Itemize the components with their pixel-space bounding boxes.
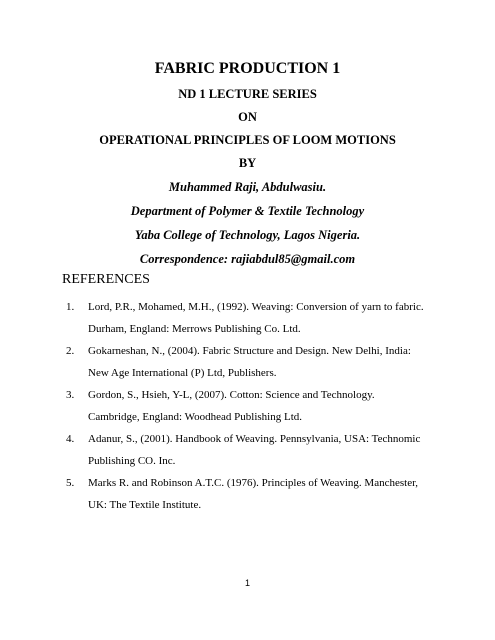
reference-item: [66, 296, 466, 340]
reference-line: Cambridge, England: Woodhead Publishing Ltd.: [88, 411, 303, 423]
reference-line: Publishing CO. Inc.: [88, 455, 176, 467]
reference-number: 5.: [66, 477, 75, 489]
reference-line: Marks R. and Robinson A.T.C. (1976). Principles of Weaving. Manchester,: [88, 477, 419, 489]
author-name: Muhammed Raji, Abdulwasiu.: [168, 180, 327, 194]
reference-number: 2.: [66, 345, 75, 357]
on-label: ON: [238, 110, 257, 124]
reference-item: [66, 472, 466, 516]
reference-number: 4.: [66, 433, 75, 445]
references-heading: REFERENCES: [62, 272, 150, 287]
reference-number: 3.: [66, 389, 75, 401]
lecture-series-label: ND 1 LECTURE SERIES: [178, 87, 317, 101]
correspondence-email: Correspondence: rajiabdul85@gmail.com: [139, 252, 356, 266]
document-title: FABRIC PRODUCTION 1: [154, 60, 341, 77]
reference-line: UK: The Textile Institute.: [88, 499, 202, 511]
reference-line: New Age International (P) Ltd, Publishers.: [88, 367, 277, 379]
references-list: [66, 296, 466, 516]
reference-item: [66, 340, 466, 384]
reference-line: Gokarneshan, N., (2004). Fabric Structure and Design. New Delhi, India:: [88, 345, 411, 357]
by-label: BY: [238, 156, 257, 170]
topic-title: OPERATIONAL PRINCIPLES OF LOOM MOTIONS: [99, 133, 396, 147]
college-name: Yaba College of Technology, Lagos Nigeria.: [134, 228, 361, 242]
reference-line: Lord, P.R., Mohamed, M.H., (1992). Weaving: Conversion of yarn to fabric.: [88, 301, 424, 313]
reference-item: [66, 384, 466, 428]
page-number: 1: [244, 578, 250, 588]
reference-item: [66, 428, 466, 472]
reference-number: 1.: [66, 301, 75, 313]
department-name: Department of Polymer & Textile Technology: [130, 204, 365, 218]
reference-line: Gordon, S., Hsieh, Y-L, (2007). Cotton: Science and Technology.: [88, 389, 375, 401]
reference-line: Adanur, S., (2001). Handbook of Weaving. Pennsylvania, USA: Technomic: [88, 433, 421, 445]
reference-line: Durham, England: Merrows Publishing Co. Ltd.: [88, 323, 301, 335]
